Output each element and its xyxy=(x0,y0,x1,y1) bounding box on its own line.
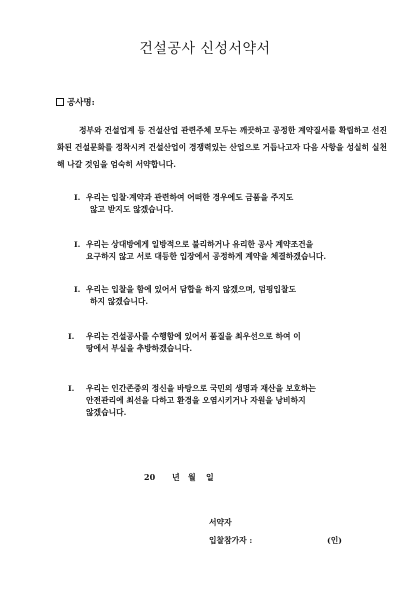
project-name-row xyxy=(56,96,95,108)
seal-mark: (인) xyxy=(327,536,342,545)
pledge-item-4 xyxy=(68,331,301,355)
pledge-item-line: 우리는 건설공사를 수행함에 있어서 품질을 최우선으로 하여 이 xyxy=(86,332,301,341)
pledge-item-3 xyxy=(74,284,296,308)
date-year: 20 xyxy=(144,472,156,482)
date-line xyxy=(144,472,214,483)
pledge-item-line: 않겠습니다. xyxy=(86,408,127,417)
checkbox-icon xyxy=(56,98,64,106)
project-name-label: 공사명: xyxy=(67,98,95,108)
pledge-item-line: 우리는 인간존중의 정신을 바탕으로 국민의 생명과 재산을 보호하는 xyxy=(86,384,316,393)
pledge-item-line: 않고 받지도 않겠습니다. xyxy=(90,205,174,214)
pledge-item-number: I. xyxy=(68,332,75,341)
pledge-item-2 xyxy=(74,239,326,263)
intro-paragraph: 정부와 건설업계 등 건설산업 관련주체 모두는 깨끗하고 공정한 계약질서를 확립하고 선진화된 건설문화를 정착시켜 건설산업이 경쟁력있는 산업으로 거듭나고자 다음 사항을 성실히 실천해 나갈 것임을 엄숙히 서약합니다. xyxy=(57,126,387,169)
pledge-item-line: 땅에서 부실을 추방하겠습니다. xyxy=(86,344,193,353)
pledge-item-1 xyxy=(74,192,293,216)
document-title: 건설공사 신성서약서 xyxy=(139,41,271,57)
pledge-item-line: 우리는 상대방에게 일방적으로 불리하거나 유리한 공사 계약조건을 xyxy=(86,240,314,249)
pledge-item-line: 우리는 입찰을 함에 있어서 담합을 하지 않겠으며, 덤핑입찰도 xyxy=(86,285,297,294)
pledge-item-number: I. xyxy=(74,240,81,249)
date-month-unit: 월 xyxy=(188,472,196,482)
pledge-item-line: 요구하지 않고 서로 대등한 입장에서 공정하게 계약을 체결하겠습니다. xyxy=(86,252,327,261)
pledge-item-5 xyxy=(68,383,316,419)
pledge-item-number: I. xyxy=(74,285,81,294)
pledge-item-line: 우리는 입찰·계약과 관련하여 어떠한 경우에도 금품을 주지도 xyxy=(86,193,294,202)
date-year-unit: 년 xyxy=(172,472,180,482)
signer-label: 서약자 xyxy=(209,518,232,527)
bidder-label: 입찰참가자 : xyxy=(209,536,253,545)
pledge-item-line: 안전관리에 최선을 다하고 환경을 오염시키거나 자원을 낭비하지 xyxy=(86,396,306,405)
pledge-item-line: 하지 않겠습니다. xyxy=(90,297,149,306)
pledge-item-number: I. xyxy=(74,193,81,202)
date-day-unit: 일 xyxy=(206,472,214,482)
pledge-item-number: I. xyxy=(68,384,75,393)
